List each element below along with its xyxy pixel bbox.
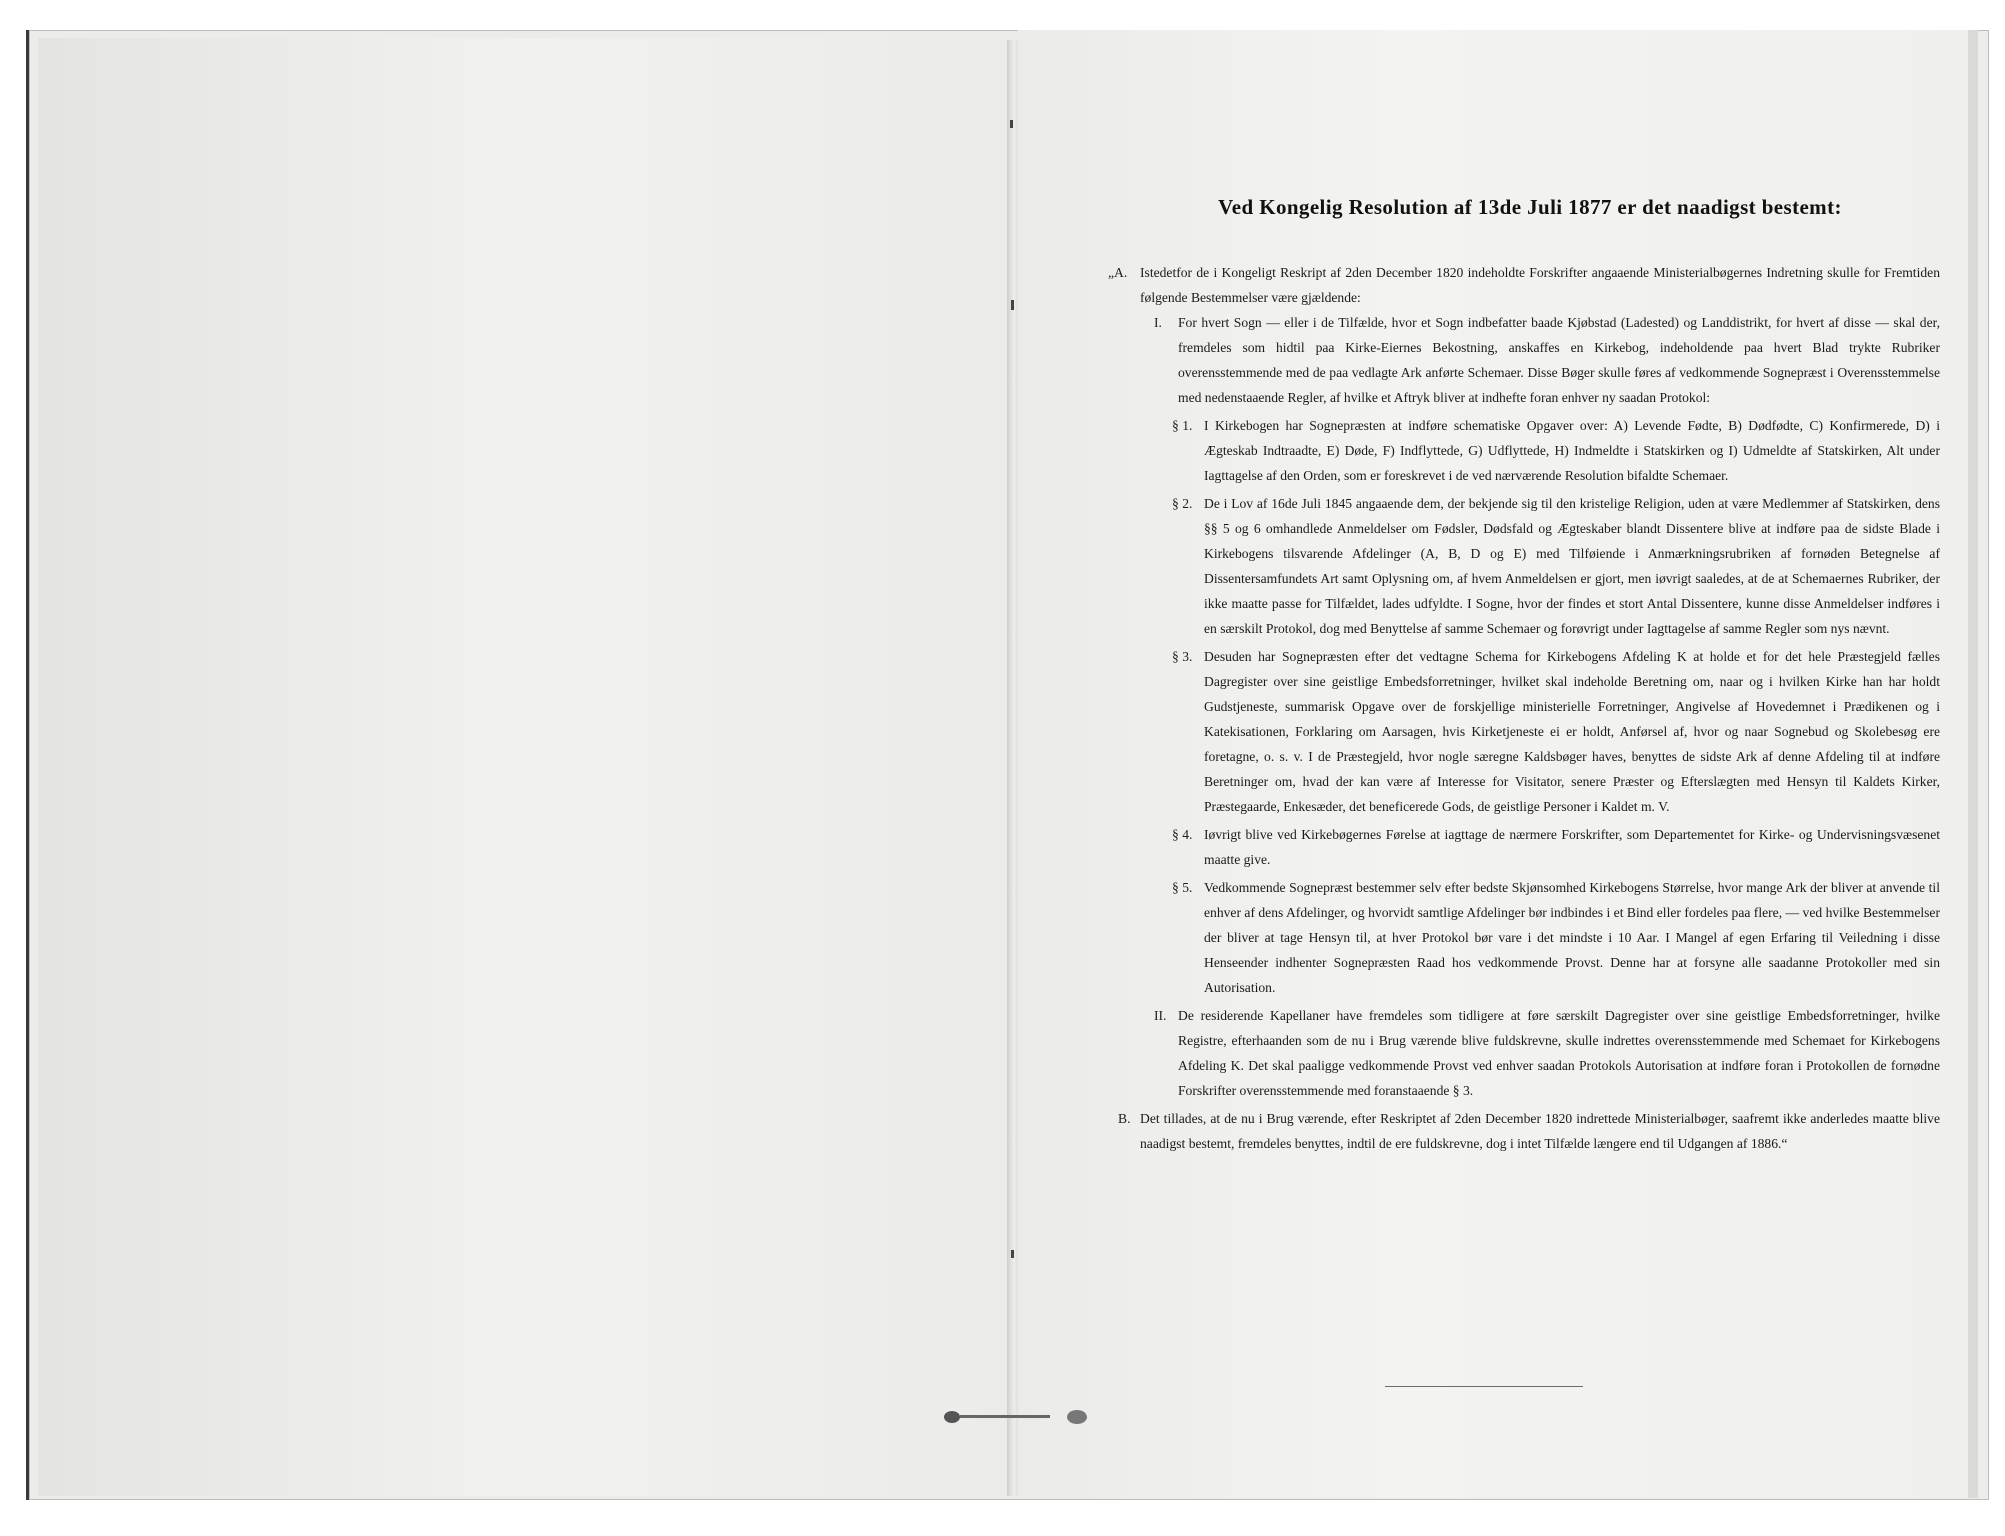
section-ii bbox=[1156, 1003, 1940, 1103]
resolution-text bbox=[1108, 195, 1940, 1156]
ink-smudge bbox=[942, 1410, 1092, 1424]
paragraph-5 bbox=[1174, 875, 1940, 1000]
section-b-text: Det tillades, at de nu i Brug værende, efter Reskriptet af 2den December 1820 indrettede Ministerialbøger, saafremt ikke anderledes maatte blive naadigst bestemt, fremdeles benyttes, indtil de ere fuldskrevne, dog i intet Tilfælde længere end til Udgangen af 1886.“ bbox=[1140, 1111, 1940, 1151]
paragraph-3-label: § 3. bbox=[1172, 649, 1193, 664]
paragraph-2 bbox=[1174, 491, 1940, 641]
section-i-label: I. bbox=[1154, 315, 1162, 330]
binding-mark bbox=[1010, 120, 1013, 128]
closing-rule bbox=[1385, 1386, 1583, 1387]
paragraph-2-label: § 2. bbox=[1172, 496, 1193, 511]
paragraph-2-text: De i Lov af 16de Juli 1845 angaaende dem, der bekjende sig til den kristelige Religion, uden at være Medlemmer af Statskirken, dens §§ 5 og 6 omhandlede Anmeldelser om Fødsler, Dødsfald og Ægteskaber blandt Dissentere blive at indføre paa de sidste Blade i Kirkebogens tilsvarende Afdelinger (A, B, D og E) med Tilføiende i Anmærkningsrubriken af fornøden Betegnelse af Dissentersamfundets Art samt Oplysning om, af hvem Anmeldelsen er gjort, men iøvrigt saaledes, at de at Schemaernes Rubriker, der ikke maatte passe for Tilfældet, lades udfyldte. I Sogne, hvor der findes et stort Antal Dissentere, kunne disse Anmeldelser indføres i en særskilt Protokol, dog med Benyttelse af samme Schemaer og forøvrigt under Iagttagelse af samme Regler som nys nævnt. bbox=[1204, 496, 1940, 636]
section-a-text: Istedetfor de i Kongeligt Reskript af 2den December 1820 indeholdte Forskrifter angaaende Ministerialbøgernes Indretning skulle for Fremtiden følgende Bestemmelser være gjældende: bbox=[1140, 265, 1940, 305]
paragraph-3-text: Desuden har Sognepræsten efter det vedtagne Schema for Kirkebogens Afdeling K at holde et for det hele Præstegjeld fælles Dagregister over sine geistlige Embedsforretninger, hvilket skal indeholde Beretning om, naar og i hvilken Kirke han har holdt Gudstjeneste, summarisk Opgave over de forskjellige ministerielle Forretninger, Angivelse af Hovedemnet i Prædikenen og i Katekisationen, Forklaring om Aarsagen, hvis Kirketjeneste ei er holdt, Anførsel af, hvor og naar Sognebud og Skolebesøg ere foretagne, o. s. v. I de Præstegjeld, hvor nogle særegne Kaldsbøger haves, benyttes de sidste Ark af denne Afdeling til at indføre Beretninger om, hvad der kan være af Interesse for Visitator, senere Præster og Efterslægten med Hensyn til Kaldets Kirker, Præstegaarde, Enkesæder, det beneficerede Gods, de geistlige Personer i Kaldet m. V. bbox=[1204, 649, 1940, 814]
section-a bbox=[1108, 260, 1940, 310]
section-b-label: B. bbox=[1118, 1111, 1131, 1126]
section-b bbox=[1120, 1106, 1940, 1156]
section-i-text: For hvert Sogn — eller i de Tilfælde, hvor et Sogn indbefatter baade Kjøbstad (Ladested) og Landdistrikt, for hvert af disse — skal der, fremdeles som hidtil paa Kirke-Eiernes Bekostning, anskaffes en Kirkebog, indeholdende paa hvert Blad trykte Rubriker overensstemmende med de paa vedlagte Ark anførte Schemaer. Disse Bøger skulle føres af vedkommende Sognepræst i Overensstemmelse med nedenstaaende Regler, af hvilke et Aftryk bliver at indhefte foran enhver ny saadan Protokol: bbox=[1178, 315, 1940, 405]
binding-mark bbox=[1011, 1250, 1014, 1258]
section-ii-label: II. bbox=[1154, 1008, 1167, 1023]
paragraph-1-label: § 1. bbox=[1172, 418, 1193, 433]
paragraph-4-label: § 4. bbox=[1172, 827, 1193, 842]
section-ii-text: De residerende Kapellaner have fremdeles som tidligere at føre særskilt Dagregister over sine geistlige Embedsforretninger, hvilke Registre, efterhaanden som de nu i Brug værende blive fuldskrevne, skulle indrettes overensstemmende med Schemaet for Kirkebogens Afdeling K. Det skal paaligge vedkommende Provst ved enhver saadan Protokols Autorisation at indføre foran i Protokollen de fornødne Forskrifter overensstemmende med foranstaaende § 3. bbox=[1178, 1008, 1940, 1098]
section-i bbox=[1156, 310, 1940, 410]
paragraph-5-label: § 5. bbox=[1172, 880, 1193, 895]
paragraph-3 bbox=[1174, 644, 1940, 819]
section-a-label: „A. bbox=[1108, 265, 1128, 280]
page-edge bbox=[1968, 30, 1978, 1498]
paragraph-4-text: Iøvrigt blive ved Kirkebøgernes Førelse at iagttage de nærmere Forskrifter, som Departementet for Kirke- og Undervisningsvæsenet maatte give. bbox=[1204, 827, 1940, 867]
page-title: Ved Kongelig Resolution af 13de Juli 1877 er det naadigst bestemt: bbox=[1218, 195, 1842, 219]
paragraph-5-text: Vedkommende Sognepræst bestemmer selv efter bedste Skjønsomhed Kirkebogens Størrelse, hvor mange Ark der bliver at anvende til enhver af dens Afdelinger, og hvorvidt samtlige Afdelinger bør indbindes i et Bind eller fordeles paa flere, — ved hvilke Bestemmelser der bliver at tage Hensyn til, at hver Protokol bør vare i det mindste i 10 Aar. I Mangel af egen Erfaring til Veiledning i disse Henseender indhenter Sognepræsten Raad hos vedkommende Provst. Denne har at forsyne alle saadanne Protokoller med sin Autorisation. bbox=[1204, 880, 1940, 995]
paragraph-1-text: I Kirkebogen har Sognepræsten at indføre schematiske Opgaver over: A) Levende Fødte, B) Dødfødte, C) Konfirmerede, D) i Ægteskab Indtraadte, E) Døde, F) Indflyttede, G) Udflyttede, H) Indmeldte i Statskirken og I) Udmeldte af Statskirken, Alt under Iagttagelse af den Orden, som er foreskrevet i de ved nærværende Resolution bifaldte Schemaer. bbox=[1204, 418, 1940, 483]
left-page bbox=[38, 38, 1008, 1496]
binding-mark bbox=[1011, 300, 1014, 310]
paragraph-1 bbox=[1174, 413, 1940, 488]
paragraph-4 bbox=[1174, 822, 1940, 872]
